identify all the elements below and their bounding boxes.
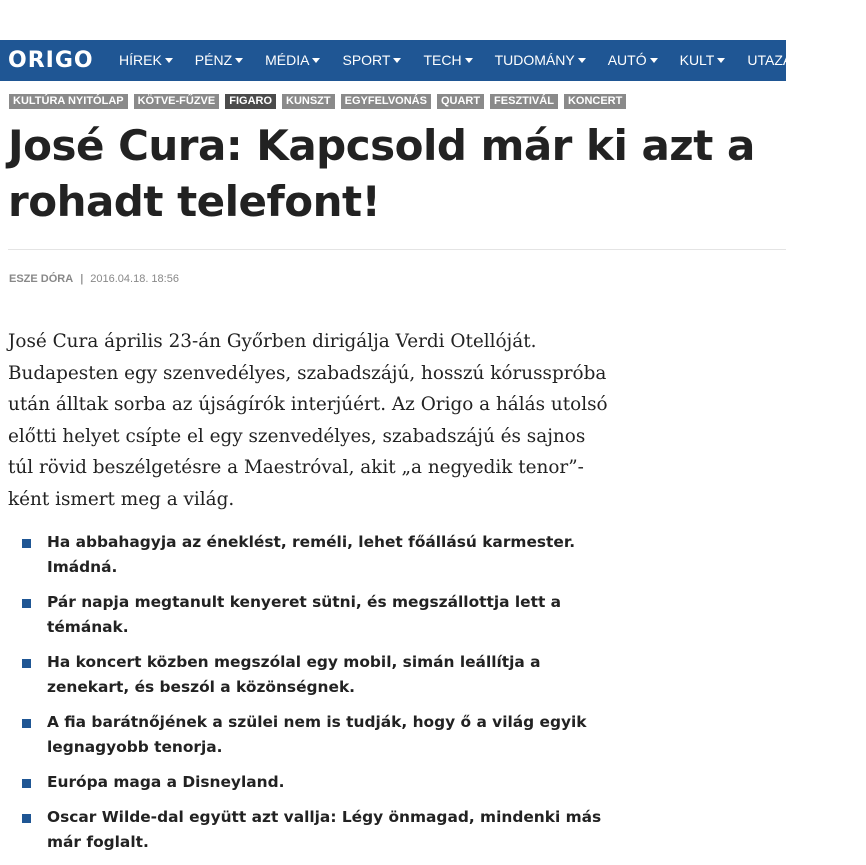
highlight-item <box>22 710 622 760</box>
article-lead: José Cura április 23-án Győrben dirigálja Verdi Otellóját. Budapesten egy szenvedélyes, szabadszájú, hosszú kórusspróba után álltak sorba az újságírók interjúért. Az Origo a hálás utolsó előtti helyet csípte el egy szenvedélyes, szabadszájú és sajnos túl rövid beszélgetésre a Maestróval, akit „a negyedik tenor”-ként ismert meg a világ. <box>8 331 608 510</box>
bullet-square-icon <box>22 719 31 728</box>
nav-label: MÉDIA <box>265 52 310 68</box>
highlight-text: A fia barátnőjének a szülei nem is tudják, hogy ő a világ egyik legnagyobb tenorja. <box>47 713 587 756</box>
tag-fesztival[interactable]: FESZTIVÁL <box>490 94 558 109</box>
nav-label: AUTÓ <box>607 52 647 68</box>
bullet-square-icon <box>22 539 31 548</box>
tag-kunszt[interactable]: KUNSZT <box>282 94 335 109</box>
nav-label: PÉNZ <box>194 52 233 68</box>
article-title: José Cura: Kapcsold már ki azt a rohadt telefont! <box>8 121 755 226</box>
caret-down-icon <box>235 58 243 63</box>
nav-label: TECH <box>423 52 462 68</box>
nav-label: UTAZÁS <box>747 52 802 68</box>
caret-down-icon <box>650 58 658 63</box>
nav-item-ga[interactable] <box>824 40 866 81</box>
nav-item-auto[interactable] <box>597 40 669 81</box>
highlight-text: Pár napja megtanult kenyeret sütni, és megszállottja lett a témának. <box>47 593 562 636</box>
caret-down-icon <box>805 58 813 63</box>
main-nav <box>108 40 866 81</box>
nav-label: HÍREK <box>119 52 162 68</box>
highlight-item <box>22 650 622 700</box>
nav-item-tech[interactable] <box>412 40 483 81</box>
caret-down-icon <box>312 58 320 63</box>
article-highlights <box>22 530 622 865</box>
caret-down-icon <box>165 58 173 63</box>
caret-down-icon <box>465 58 473 63</box>
nav-item-tudomany[interactable] <box>484 40 597 81</box>
site-logo[interactable]: ORIGO <box>8 48 94 73</box>
tag-koncert[interactable]: KONCERT <box>564 94 626 109</box>
highlight-item <box>22 805 622 855</box>
caret-down-icon <box>717 58 725 63</box>
highlight-text: Európa maga a Disneyland. <box>47 773 285 791</box>
bullet-square-icon <box>22 779 31 788</box>
nav-item-utazas[interactable] <box>736 40 823 81</box>
bullet-square-icon <box>22 659 31 668</box>
caret-down-icon <box>578 58 586 63</box>
highlight-text: Ha koncert közben megszólal egy mobil, simán leállítja a zenekart, és beszól a közönségnek. <box>47 653 541 696</box>
meta-separator: | <box>80 273 84 285</box>
nav-label: KULT <box>679 52 715 68</box>
nav-label: SPORT <box>342 52 391 68</box>
category-tags <box>9 94 626 109</box>
highlight-item <box>22 590 622 640</box>
caret-down-icon <box>393 58 401 63</box>
nav-item-hirek[interactable] <box>108 40 184 81</box>
bullet-square-icon <box>22 814 31 823</box>
nav-label: TUDOMÁNY <box>494 52 575 68</box>
nav-item-kult[interactable] <box>669 40 737 81</box>
tag-kultura-nyitolap[interactable]: KULTÚRA NYITÓLAP <box>9 94 128 109</box>
article-meta <box>9 273 179 285</box>
nav-item-media[interactable] <box>254 40 331 81</box>
tag-quart[interactable]: QUART <box>437 94 484 109</box>
nav-item-sport[interactable] <box>331 40 412 81</box>
highlight-text: Ha abbahagyja az éneklést, reméli, lehet főállású karmester. Imádná. <box>47 533 576 576</box>
title-divider <box>8 249 786 250</box>
highlight-item <box>22 530 622 580</box>
nav-item-penz[interactable] <box>184 40 254 81</box>
highlight-text: Oscar Wilde-dal együtt azt vallja: Légy önmagad, mindenki más már foglalt. <box>47 808 602 851</box>
author-name[interactable]: ESZE DÓRA <box>9 273 74 285</box>
highlight-item <box>22 770 622 795</box>
tag-egyfelvonas[interactable]: EGYFELVONÁS <box>341 94 431 109</box>
top-navbar <box>0 40 855 81</box>
bullet-square-icon <box>22 599 31 608</box>
tag-figaro[interactable]: FIGARO <box>225 94 276 109</box>
tag-kotve-fuzve[interactable]: KÖTVE-FŰZVE <box>134 94 220 109</box>
nav-label: GA <box>834 52 855 68</box>
publish-date: 2016.04.18. 18:56 <box>90 273 179 285</box>
